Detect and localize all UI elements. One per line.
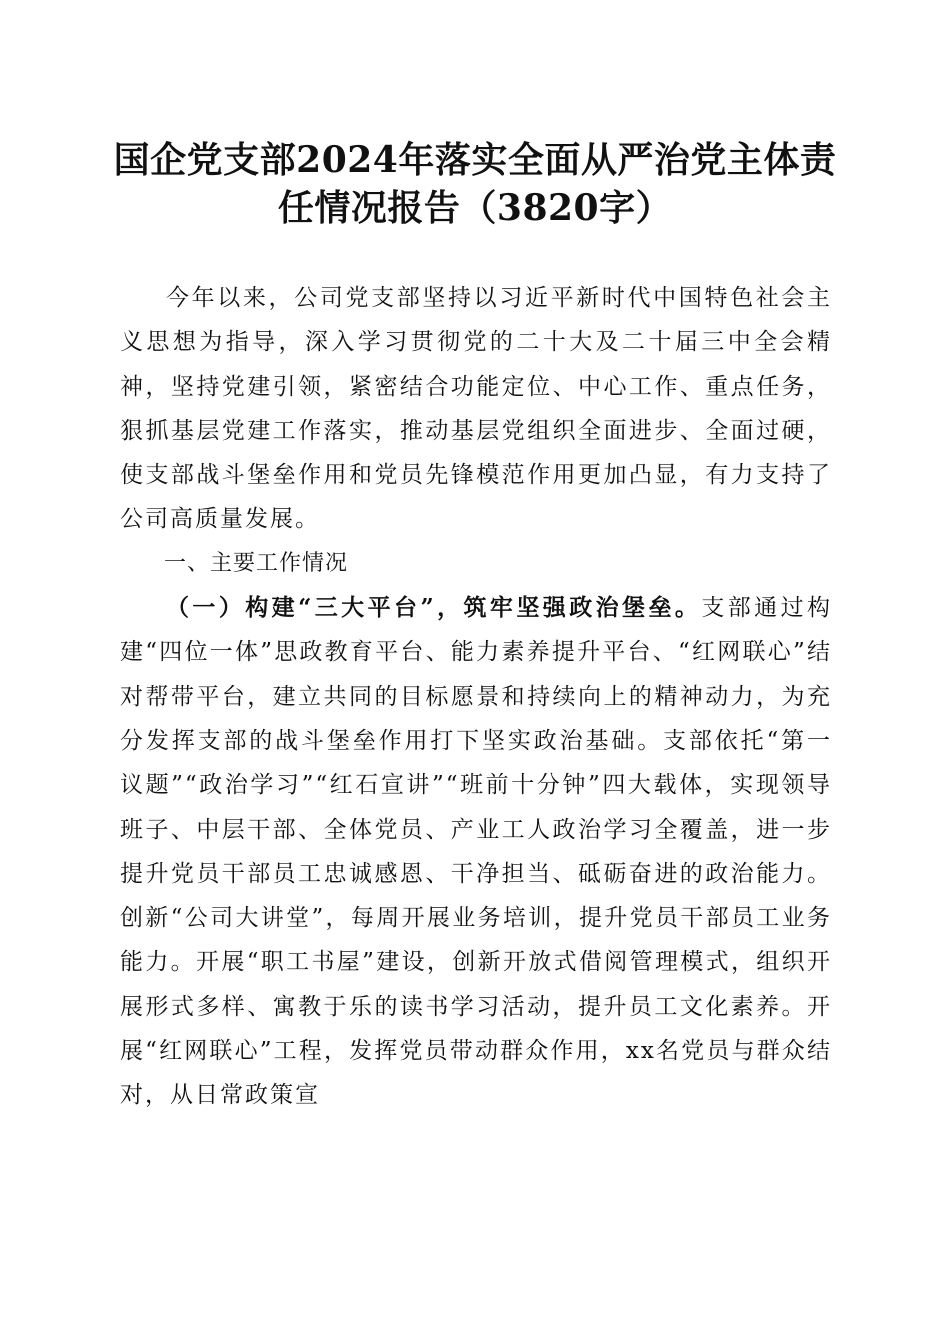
subsection-body: 支部通过构建“四位一体”思政教育平台、能力素养提升平台、“红网联心”结对帮带平台，建立共同的目标愿景和持续向上的精神动力，为充分发挥支部的战斗堡垒作用打下坚实政治基础。支部依托“第一议题”“政治学习”“红石宣讲”“班前十分钟”四大载体，实现领导班子、中层干部、全体党员、产业工人政治学习全覆盖，进一步提升党员干部员工忠诚感恩、干净担当、砥砺奋进的政治能力。创新“公司大讲堂”，每周开展业务培训，提升党员干部员工业务能力。开展“职工书屋”建设，创新开放式借阅管理模式，组织开展形式多样、寓教于乐的读书学习活动，提升员工文化素养。开展“红网联心”工程，发挥党员带动群众作用，xx名党员与群众结对，从日常政策宣: [120, 595, 832, 1109]
intro-paragraph: 今年以来，公司党支部坚持以习近平新时代中国特色社会主义思想为指导，深入学习贯彻党的二十大及二十届三中全会精神，坚持党建引领，紧密结合功能定位、中心工作、重点任务，狠抓基层党建工作落实，推动基层党组织全面进步、全面过硬，使支部战斗堡垒作用和党员先锋模范作用更加凸显，有力支持了公司高质量发展。: [120, 285, 832, 533]
title-line-1: 国企党支部2024年落实全面从严治党主体责: [113, 139, 837, 181]
document-body: [120, 276, 832, 1118]
section-heading: 一、主要工作情况: [164, 550, 349, 576]
subsection-heading: （一）构建“三大平台”，筑牢坚强政治堡垒。: [166, 594, 702, 622]
subsection-paragraph: [120, 586, 832, 1118]
title-line-2: 任情况报告（3820字）: [277, 187, 673, 229]
document-title: [110, 136, 840, 232]
